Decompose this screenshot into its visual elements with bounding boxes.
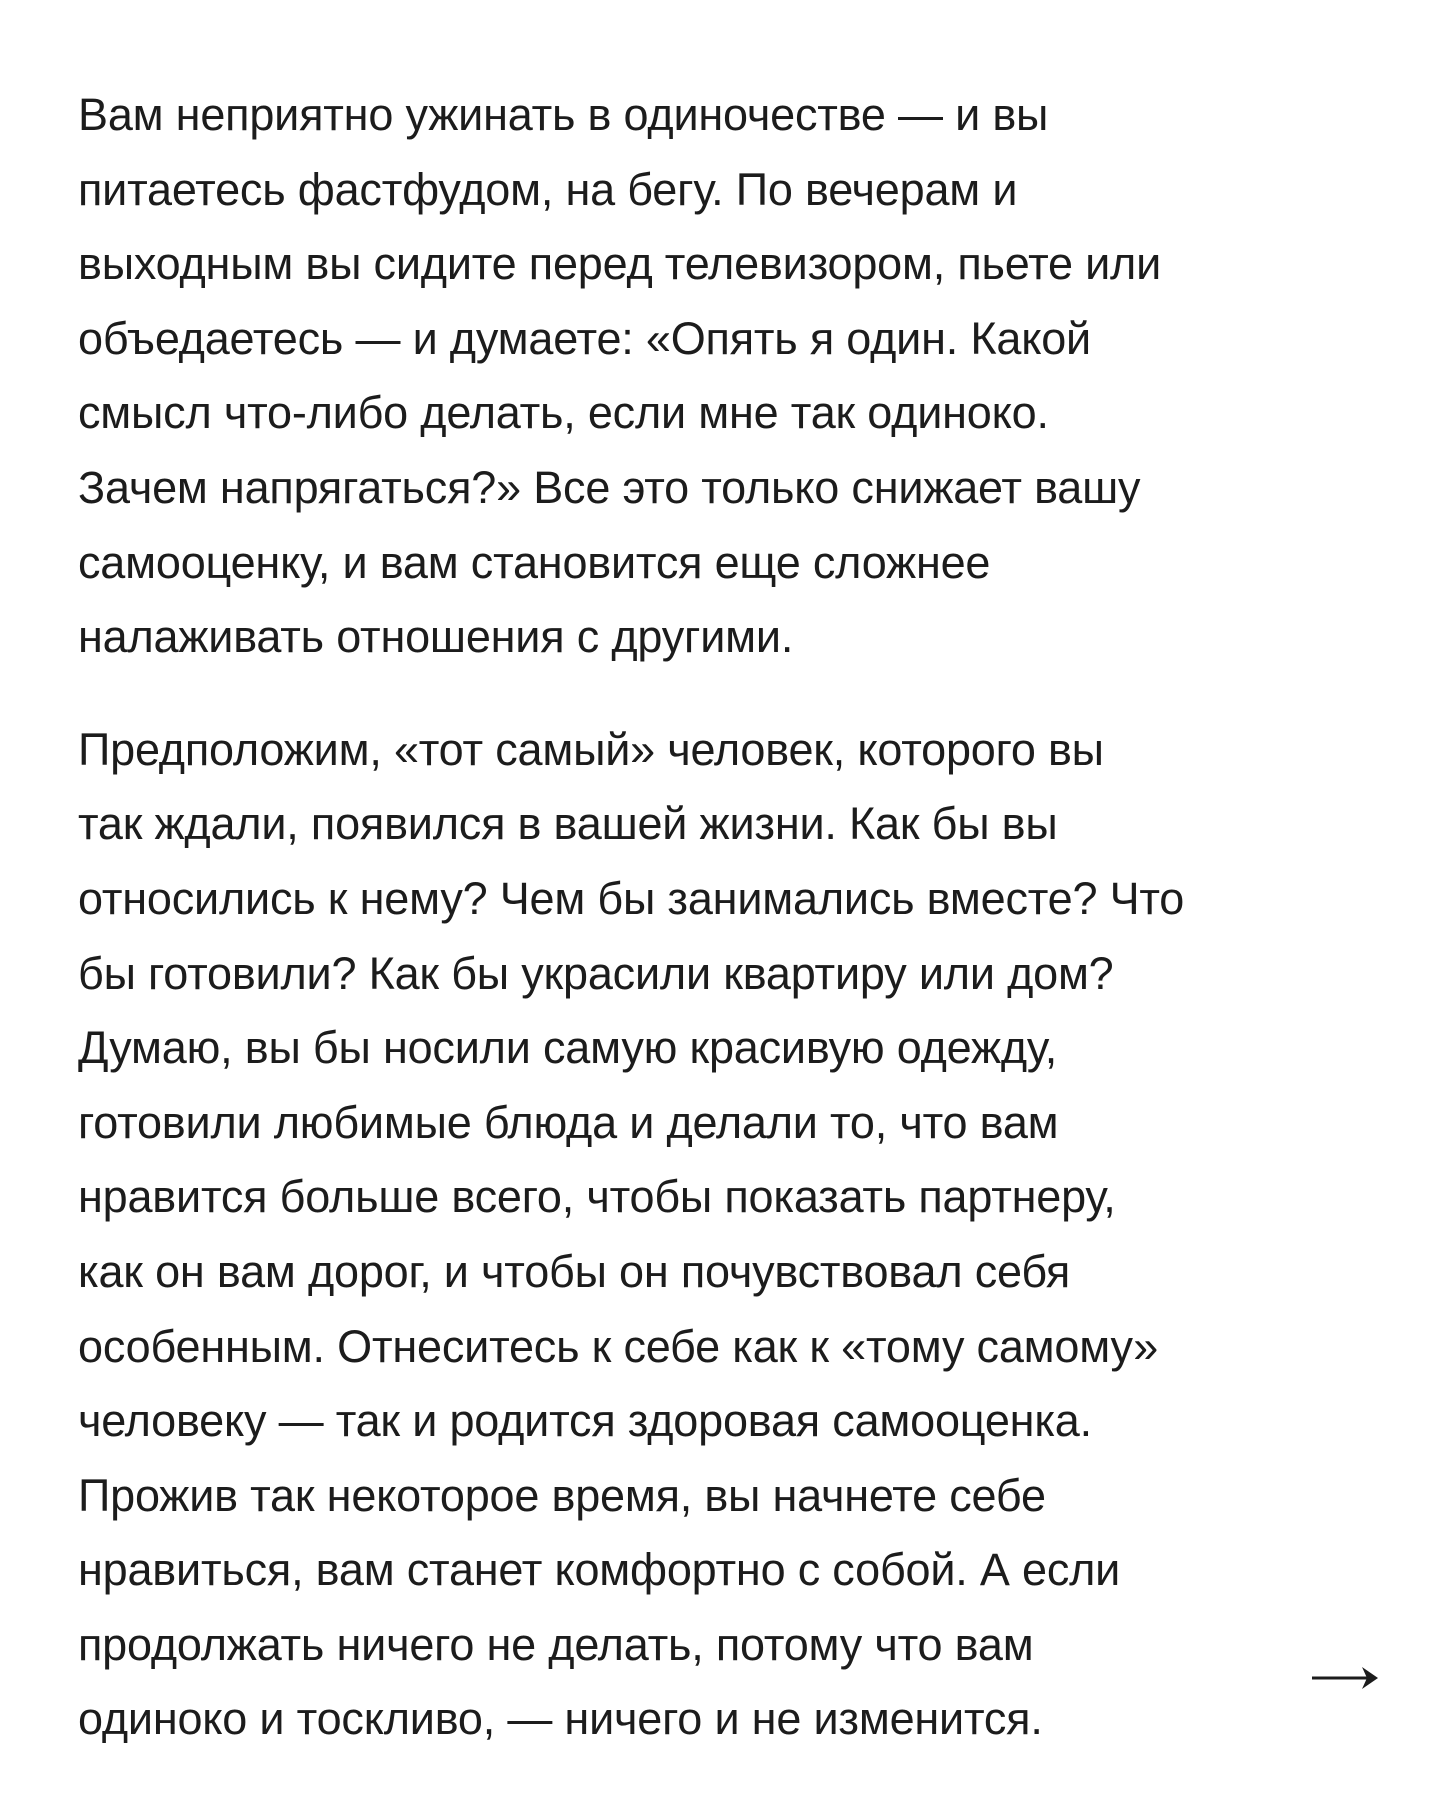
text-line: нравиться, вам станет комфортно с собой. А если <box>78 1544 1121 1596</box>
text-line: Думаю, вы бы носили самую красивую одежду, <box>78 1022 1058 1074</box>
text-line: выходным вы сидите перед телевизором, пьете или <box>78 238 1162 290</box>
text-line: налаживать отношения с другими. <box>78 611 794 663</box>
text-line: объедаетесь — и думаете: «Опять я один. Какой <box>78 312 1091 364</box>
text-line: Зачем напрягаться?» Все это только снижает вашу <box>78 461 1141 513</box>
text-line: как он вам дорог, и чтобы он почувствовал себя <box>78 1245 1071 1297</box>
text-line: готовили любимые блюда и делали то, что вам <box>78 1096 1059 1148</box>
paragraph-1 <box>78 78 1378 675</box>
text-line: самооценку, и вам становится еще сложнее <box>78 536 991 588</box>
text-line: особенным. Отнеситесь к себе как к «тому самому» <box>78 1320 1159 1372</box>
text-line: нравится больше всего, чтобы показать партнеру, <box>78 1171 1116 1223</box>
text-line: относились к нему? Чем бы занимались вместе? Что <box>78 872 1185 924</box>
text-line: человеку — так и родится здоровая самооценка. <box>78 1395 1092 1447</box>
text-line: одиноко и тоскливо, — ничего и не изменится. <box>78 1693 1043 1745</box>
arrow-right-icon[interactable] <box>1310 1658 1380 1698</box>
text-line: Прожив так некоторое время, вы начнете себе <box>78 1469 1046 1521</box>
text-line: питаетесь фастфудом, на бегу. По вечерам и <box>78 163 1018 215</box>
text-line: смысл что-либо делать, если мне так одиноко. <box>78 387 1049 439</box>
text-line: продолжать ничего не делать, потому что вам <box>78 1618 1034 1670</box>
text-line: Вам неприятно ужинать в одиночестве — и вы <box>78 89 1049 140</box>
text-line: бы готовили? Как бы украсили квартиру или дом? <box>78 947 1114 999</box>
paragraph-2 <box>78 713 1378 1757</box>
text-line: Предположим, «тот самый» человек, которого вы <box>78 723 1104 775</box>
text-line: так ждали, появился в вашей жизни. Как бы вы <box>78 798 1058 850</box>
article-body <box>78 78 1378 1757</box>
